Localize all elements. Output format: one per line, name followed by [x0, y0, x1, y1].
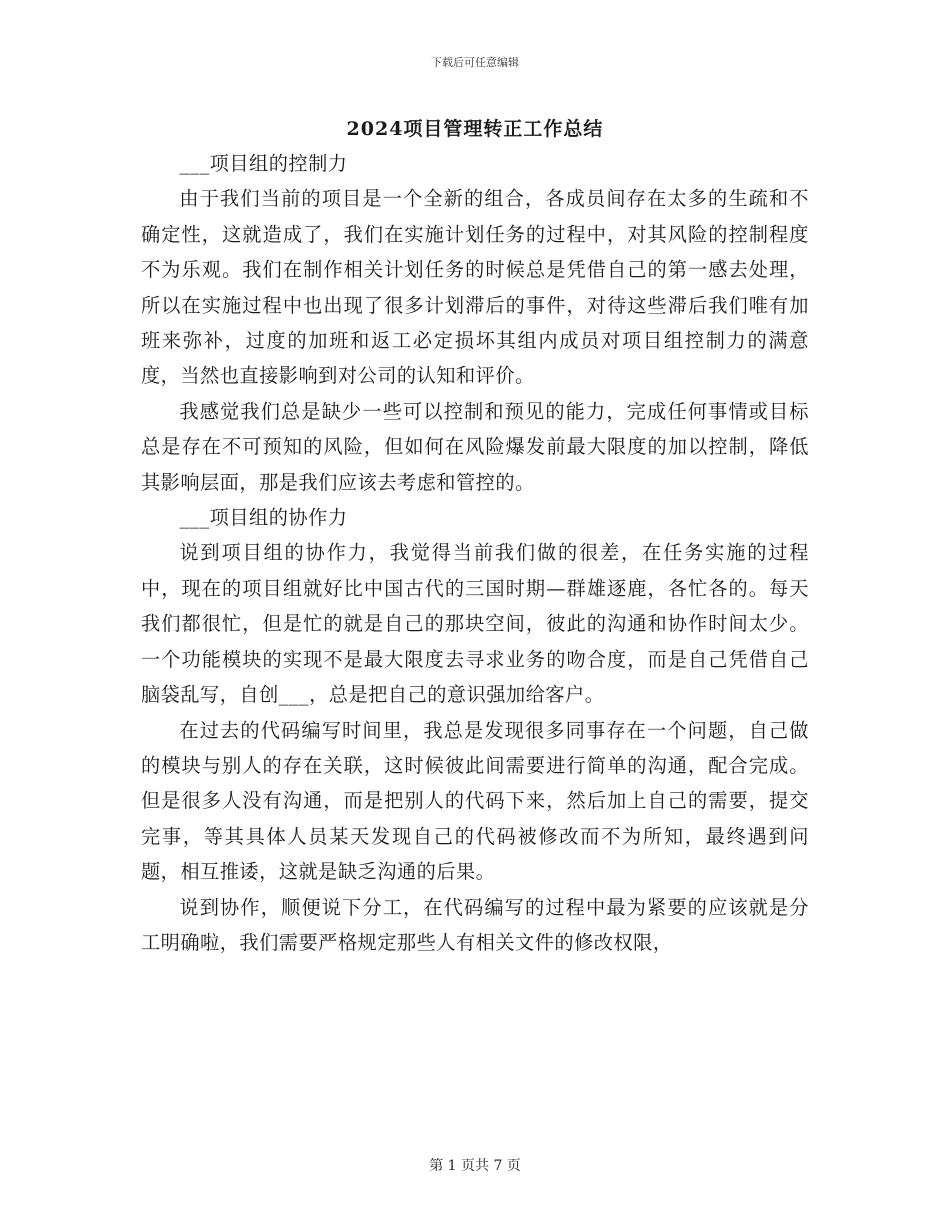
document-title: 2024项目管理转正工作总结 — [346, 118, 604, 140]
section-heading-control: ___项目组的控制力 — [179, 152, 348, 175]
paragraph: 由于我们当前的项目是一个全新的组合，各成员间存在太多的生疏和不确定性，这就造成了，我们在实施计划任务的过程中，对其风险的控制程度不为乐观。我们在制作相关计划任务的时候总是凭借自己的第一感去处理，所以在实施过程中也出现了很多计划滞后的事件，对待这些滞后我们唯有加班来弥补，过度的加班和返工必定损坏其组内成员对项目组控制力的满意度，当然也直接影响到对公司的认知和评价。 — [141, 187, 809, 388]
paragraph: 说到协作，顺便说下分工，在代码编写的过程中最为紧要的应该就是分工明确啦，我们需要严格规定那些人有相关文件的修改权限， — [141, 895, 809, 954]
page-footer: 第 1 页共 7 页 — [429, 1158, 521, 1174]
paragraph: 我感觉我们总是缺少一些可以控制和预见的能力，完成任何事情或目标总是存在不可预知的风险，但如何在风险爆发前最大限度的加以控制，降低其影响层面，那是我们应该去考虑和管控的。 — [141, 399, 809, 494]
paragraph: 在过去的代码编写时间里，我总是发现很多同事存在一个问题，自己做的模块与别人的存在关联，这时候彼此间需要进行简单的沟通，配合完成。但是很多人没有沟通，而是把别人的代码下来，然后加上自己的需要，提交完事，等其具体人员某天发现自己的代码被修改而不为所知，最终遇到问题，相互推诿，这就是缺乏沟通的后果。 — [141, 718, 809, 884]
document-body — [141, 146, 809, 960]
paragraph: 说到项目组的协作力，我觉得当前我们做的很差，在任务实施的过程中，现在的项目组就好比中国古代的三国时期—群雄逐鹿，各忙各的。每天我们都很忙，但是忙的就是自己的那块空间，彼此的沟通和协作时间太少。一个功能模块的实现不是最大限度去寻求业务的吻合度，而是自己凭借自己脑袋乱写，自创___，总是把自己的意识强加给客户。 — [141, 541, 809, 707]
section-heading-collaboration: ___项目组的协作力 — [179, 506, 348, 530]
header-note: 下载后可任意编辑 — [431, 56, 519, 69]
